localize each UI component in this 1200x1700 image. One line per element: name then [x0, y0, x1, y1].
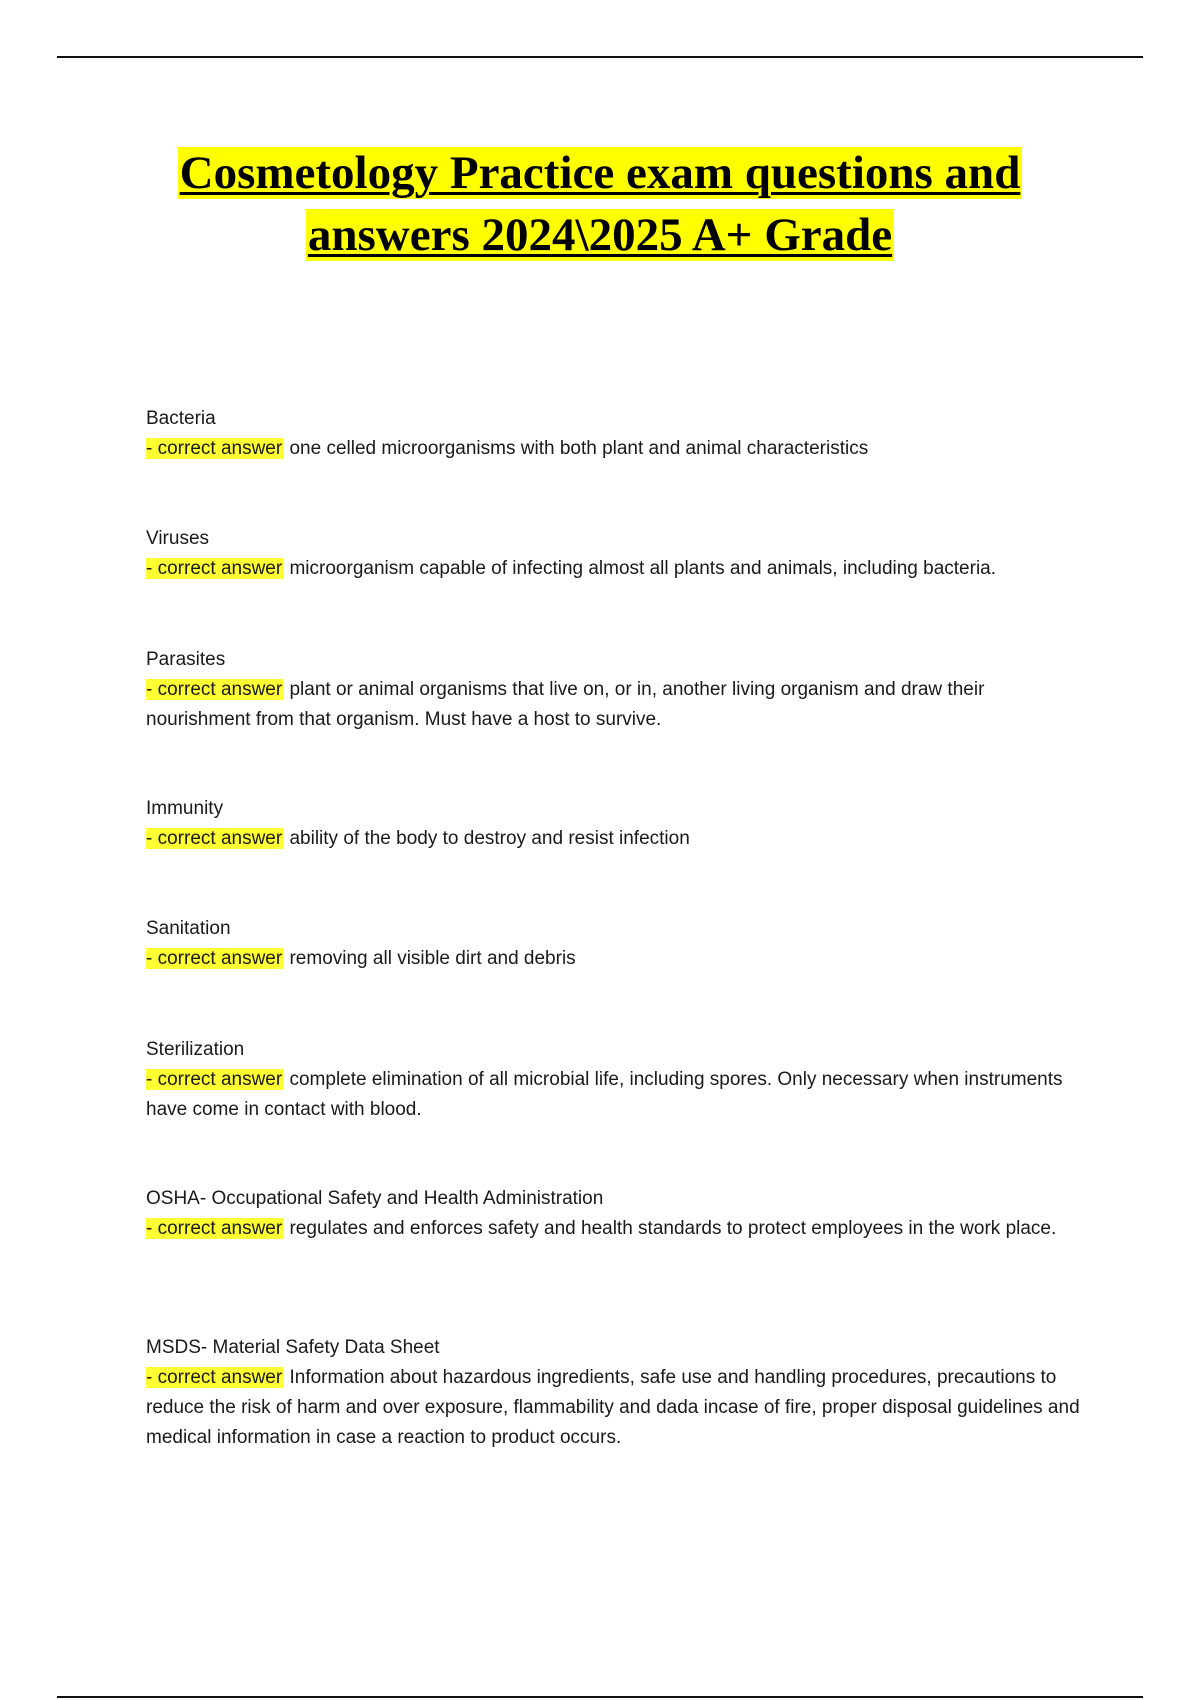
qa-item-sanitation — [146, 914, 1086, 974]
qa-item-viruses — [146, 524, 1086, 584]
qa-answer — [146, 434, 1086, 464]
correct-answer-tag: - correct answer — [146, 558, 283, 579]
correct-answer-tag: - correct answer — [146, 1218, 283, 1239]
qa-term: Parasites — [146, 649, 226, 670]
title-line-2: answers 2024\2025 A+ Grade — [307, 209, 893, 261]
qa-answer — [146, 944, 1086, 974]
answer-text: regulates and enforces safety and health standards to protect employees in the work place. — [289, 1218, 1057, 1239]
correct-answer-tag: - correct answer — [146, 948, 283, 969]
answer-text: plant or animal organisms that live on, or in, another living organism and draw their nourishment from that organism. Must have a host to survive. — [146, 679, 985, 730]
qa-term: Bacteria — [146, 408, 216, 429]
qa-answer — [146, 554, 1086, 584]
correct-answer-tag: - correct answer — [146, 438, 283, 459]
correct-answer-tag: - correct answer — [146, 1367, 283, 1388]
qa-item-immunity — [146, 794, 1086, 854]
qa-term: Immunity — [146, 798, 224, 819]
qa-term: Sanitation — [146, 918, 231, 939]
correct-answer-tag: - correct answer — [146, 679, 283, 700]
qa-answer — [146, 1214, 1086, 1244]
qa-answer — [146, 675, 1086, 735]
qa-item-msds — [146, 1333, 1086, 1453]
answer-text: complete elimination of all microbial life, including spores. Only necessary when instruments have come in contact with blood. — [146, 1069, 1063, 1120]
qa-answer — [146, 824, 1086, 854]
qa-item-sterilization — [146, 1035, 1086, 1125]
top-rule — [57, 56, 1143, 58]
qa-term: Sterilization — [146, 1039, 245, 1060]
qa-item-bacteria — [146, 404, 1086, 464]
title-line-1: Cosmetology Practice exam questions and — [179, 147, 1021, 199]
qa-item-osha — [146, 1184, 1086, 1244]
answer-text: removing all visible dirt and debris — [289, 948, 576, 969]
bottom-rule — [57, 1696, 1143, 1698]
qa-term: MSDS- Material Safety Data Sheet — [146, 1337, 440, 1358]
qa-answer — [146, 1363, 1086, 1453]
correct-answer-tag: - correct answer — [146, 828, 283, 849]
document-title — [100, 142, 1100, 266]
qa-term: OSHA- Occupational Safety and Health Administration — [146, 1188, 604, 1209]
qa-term: Viruses — [146, 528, 210, 549]
answer-text: one celled microorganisms with both plant and animal characteristics — [289, 438, 869, 459]
answer-text: microorganism capable of infecting almost all plants and animals, including bacteria. — [289, 558, 997, 579]
correct-answer-tag: - correct answer — [146, 1069, 283, 1090]
qa-answer — [146, 1065, 1086, 1125]
qa-item-parasites — [146, 645, 1086, 735]
answer-text: ability of the body to destroy and resist infection — [289, 828, 690, 849]
answer-text: Information about hazardous ingredients, safe use and handling procedures, precautions to reduce the risk of harm and over exposure, flammability and dada incase of fire, proper disposal guidelines and medical information in case a reaction to product occurs. — [146, 1367, 1080, 1448]
